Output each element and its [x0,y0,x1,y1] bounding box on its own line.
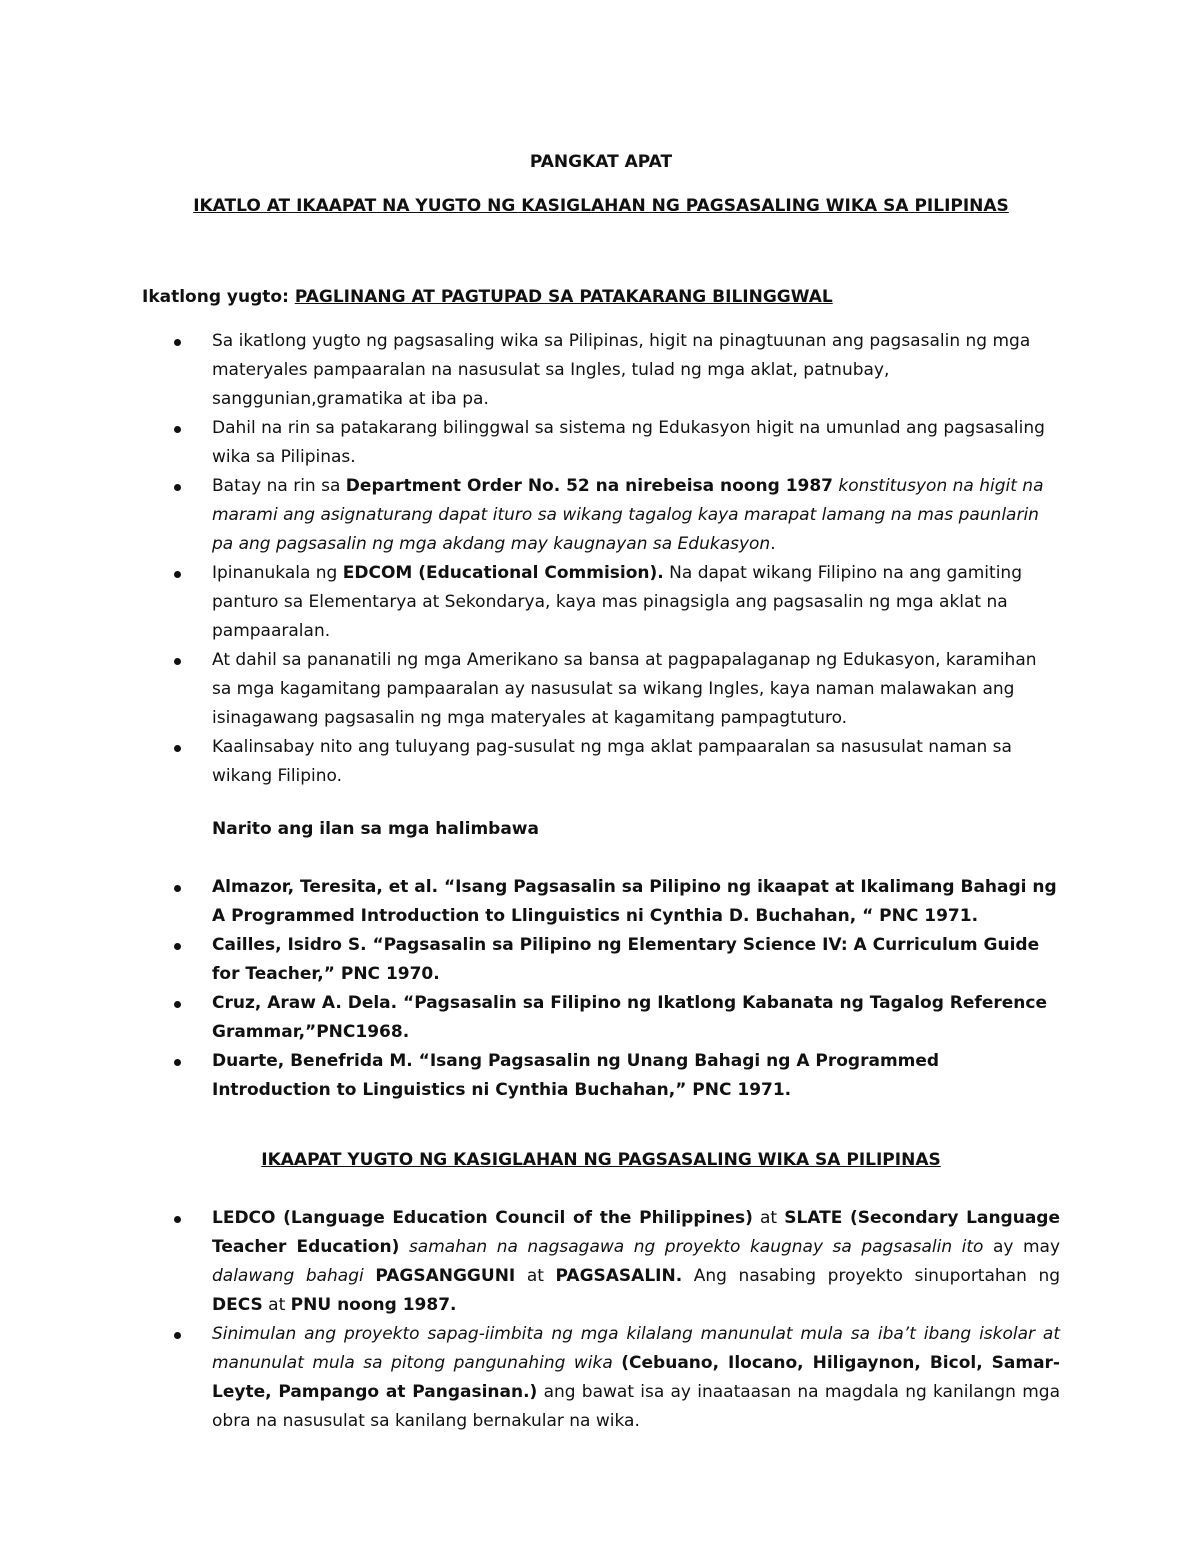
bullet-text: Sa ikatlong yugto ng pagsasaling wika sa Pilipinas, higit na pinagtuunan ang pagsasalin ng mga materyales pampaaralan na nasusulat sa Ingles, tulad ng mga aklat, patnubay, sanggunian,gramatika at iba pa. [212,331,1031,409]
bullet-text-plain: ang bawat isa ay inaataasan na magdala ng kanilangn mga obra na nasusulat sa kanilang bernakular na wika. [212,1382,1060,1431]
bullet-text: At dahil sa pananatili ng mga Amerikano sa bansa at pagpapalaganap ng Edukasyon, karamihan sa mga kagamitang pampaaralan ay nasusulat sa wikang Ingles, kaya naman malawakan ang isinagawang pagsasalin ng mga materyales at kagamitang pampagtuturo. [212,650,1037,728]
bullet-icon [174,1059,181,1066]
list-item [212,1204,1060,1320]
bullet-text: Kaalinsabay nito ang tuluyang pag-susulat ng mga aklat pampaaralan sa nasusulat naman sa wikang Filipino. [212,737,1012,786]
reference-list [142,873,1060,1105]
list-item [212,559,1060,646]
list-item [212,472,1060,559]
bullet-text-plain: at [262,1295,291,1315]
list-item [212,646,1060,733]
list-item [212,931,1060,989]
bullet-icon [174,1332,181,1339]
bullet-text-italic: samahan na nagsagawa ng proyekto kaugnay sa pagsasalin ito [399,1237,984,1257]
list-item [212,873,1060,931]
third-stage-heading [142,283,1060,312]
bullet-text-italic: dalawang bahagi [212,1266,364,1286]
bullet-text-italic: konstitusyon na higit na marami ang asignaturang dapat ituro sa wikang tagalog kaya marapat lamang na mas paunlarin pa ang pagsasalin ng mga akdang may kaugnayan sa Edukasyon [212,476,1044,554]
bullet-text-bold: PAGSASALIN. [555,1266,683,1286]
third-stage-label: Ikatlong yugto: [142,287,289,307]
bullet-icon [174,745,181,752]
bullet-icon [174,1001,181,1008]
list-item [212,1320,1060,1436]
third-stage-title: PAGLINANG AT PAGTUPAD SA PATAKARANG BILINGGWAL [294,287,833,307]
bullet-text-plain: Na dapat wikang Filipino na ang gamiting panturo sa Elementarya at Sekondarya, kaya mas pinagsigla ang pagsasalin ng mga aklat na pampaaralan. [212,563,1022,641]
document-subtitle: IKATLO AT IKAAPAT NA YUGTO NG KASIGLAHAN NG PAGSASALING WIKA SA PILIPINAS [193,196,1009,216]
bullet-text-bold: PNU noong 1987. [290,1295,457,1315]
list-item [212,733,1060,791]
reference-text: Cruz, Araw A. Dela. “Pagsasalin sa Filipino ng Ikatlong Kabanata ng Tagalog Reference Grammar,”PNC1968. [212,993,1047,1042]
bullet-text-bold: LEDCO (Language Education Council of the Philippines) [212,1208,753,1228]
bullet-text-plain: ay may [983,1237,1061,1257]
bullet-text-bold: (Cebuano, Ilocano, Hiligaynon, Bicol, Samar-Leyte, Pampango at Pangasinan.) [212,1353,1060,1402]
bullet-icon [174,571,181,578]
bullet-icon [174,484,181,491]
fourth-stage-bullets [142,1204,1060,1436]
bullet-text-plain: at [752,1208,785,1228]
bullet-text-plain: at [515,1266,556,1286]
bullet-icon [174,943,181,950]
list-item [212,989,1060,1047]
bullet-text-italic: Sinimulan ang proyekto sapag-iimbita ng mga kilalang manunulat mula sa iba’t ibang iskolar at manunulat mula sa pitong pangunahing wika [212,1324,1060,1373]
bullet-icon [174,426,181,433]
list-item [212,1047,1060,1105]
reference-text: Almazor, Teresita, et al. “Isang Pagsasalin sa Pilipino ng ikaapat at Ikalimang Bahagi ng A Programmed Introduction to Llinguistics ni Cynthia D. Buchahan, “ PNC 1971. [212,877,1057,926]
third-stage-bullets [142,327,1060,791]
examples-label: Narito ang ilan sa mga halimbawa [212,819,539,839]
bullet-text-plain [364,1266,376,1286]
bullet-text-plain: . [770,534,776,554]
bullet-text-bold: Department Order No. 52 na nirebeisa noong 1987 [345,476,834,496]
reference-text: Cailles, Isidro S. “Pagsasalin sa Pilipino ng Elementary Science IV: A Curriculum Guide for Teacher,” PNC 1970. [212,935,1040,984]
bullet-icon [174,339,181,346]
bullet-icon [174,1216,181,1223]
bullet-text-bold: DECS [212,1295,263,1315]
bullet-icon [174,885,181,892]
bullet-text-plain: Ang nasabing proyekto sinuportahan ng [682,1266,1061,1286]
reference-text: Duarte, Benefrida M. “Isang Pagsasalin ng Unang Bahagi ng A Programmed Introduction to Linguistics ni Cynthia Buchahan,” PNC 1971. [212,1051,940,1100]
bullet-text-bold: SLATE (Secondary Language Teacher Education) [212,1208,1060,1257]
bullet-text-bold: PAGSANGGUNI [375,1266,516,1286]
bullet-text: Dahil na rin sa patakarang bilinggwal sa sistema ng Edukasyon higit na umunlad ang pagsasaling wika sa Pilipinas. [212,418,1045,467]
list-item [212,327,1060,414]
fourth-stage-heading: IKAAPAT YUGTO NG KASIGLAHAN NG PAGSASALING WIKA SA PILIPINAS [261,1150,941,1170]
bullet-icon [174,658,181,665]
bullet-text-bold: EDCOM (Educational Commision). [342,563,664,583]
bullet-text-plain [613,1353,621,1373]
list-item [212,414,1060,472]
document-title: PANGKAT APAT [529,152,673,172]
bullet-text-plain: Ipinanukala ng [212,563,343,583]
bullet-text-plain: Batay na rin sa [212,476,346,496]
